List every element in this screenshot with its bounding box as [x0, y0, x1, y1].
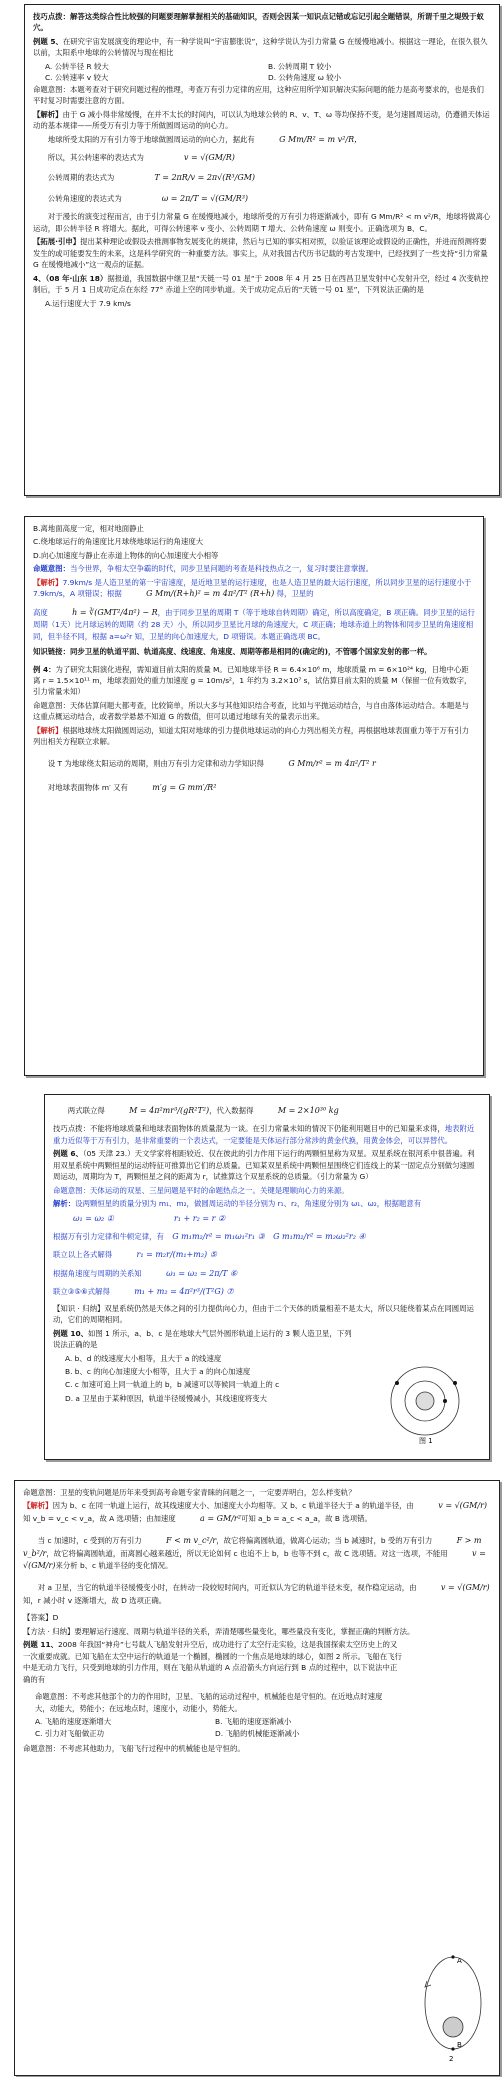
example-11-head: 例题 11、 [23, 1640, 59, 1650]
example-10-option-d: D. a 卫星由于某种原因，轨道半径缓慢减小，其线速度将变大 [65, 1393, 268, 1403]
formula-gravity: m′g = G mm′/R² [152, 783, 217, 793]
derivation-line-1 [33, 134, 491, 146]
figure-2-ellipse-orbit [413, 1951, 493, 2063]
equation-row-5 [53, 1249, 481, 1261]
option-b: B.离地面高度一定，相对地面静止 [33, 524, 144, 533]
example-10 [53, 1328, 353, 1351]
intent-paragraph: 命题意图：天体运动的双星、三星问题是平时的命题热点之一。关键是理顺向心力的来源。 [53, 1185, 349, 1195]
option-d: D. 公转角速度 ω 较小 [268, 73, 342, 83]
tip-paragraph [53, 1123, 481, 1146]
analysis-text-b: 知 v_b = v_c < v_a，故 A 选项错；由加速度 [23, 1513, 176, 1523]
tip-text: 解答这类综合性比较强的问题要理解掌握相关的基础知识，否则会因某一知识点记错或忘记引起全题错误，所谓千里之堤毁于蚁穴。 [33, 12, 484, 33]
knowledge-paragraph: 【知识 · 归纳】双星系统仍然是天体之间的引力提供向心力，但由于二个天体的质量相差不是太大，所以只能绕着某点在同圆周运动，它们的周期相同。 [53, 1303, 474, 1325]
figure-1-orbits [383, 1361, 473, 1445]
formula-2: v = √(GM/R) [183, 153, 235, 163]
option-a: A. 飞船的速度逐渐增大 [35, 1717, 112, 1727]
derivation-period [33, 758, 475, 770]
equation-6: ω₁ = ω₂ = 2π/T ⑥ [166, 1268, 238, 1278]
example-6-text: （05 天津 23.）天文学家将相距较近、仅在彼此的引力作用下运行的两颗恒星称为双星。双星系统在银河系中很普遍。利用双星系统中两颗恒星的运动特征可推算出它们的总质量。已知某双星系统中两颗恒星围绕它们连线上的某一固定点分别做匀速圆周运动，周期均为 T，两颗恒星之间的距离为 r，试推算这个双星系统的总质量。（引力常量为 G） [53, 1149, 475, 1182]
option-d: D.向心加速度与静止在赤道上物体的向心加速度大小相等 [33, 550, 219, 560]
formula-c3: v = √(GM/r) [23, 1548, 486, 1571]
formula-velocity: v = √(GM/r) [438, 1501, 488, 1511]
intent-paragraph [33, 563, 475, 574]
derivation-gravity-text: 对地球表面物体 m′ 又有 [47, 783, 128, 793]
option-c: C. 公转速率 v 较大 [45, 73, 109, 83]
point-a-marker [451, 1955, 454, 1958]
option-c: C. 引力对飞船做正功 [35, 1728, 104, 1738]
analysis-text: 设两颗恒星的质量分别为 m₁、m₂，做圆周运动的半径分别为 r₁、r₂，角速度分别为 ω₁、ω₂，根据题意有 [75, 1199, 422, 1209]
example-10-option-c: C. c 加速可追上同一轨道上的 b，b 减速可以等候同一轨道上的 c [65, 1380, 280, 1390]
equation-row-6 [53, 1268, 481, 1280]
equation-2: r₁ + r₂ = r ② [173, 1213, 226, 1223]
figure-1-label: 图 1 [419, 1437, 433, 1445]
formula-result: M = 2×10³⁰ kg [277, 1106, 339, 1115]
knowledge-head: 知识链接： [33, 647, 70, 657]
figure-2-label: 2 [449, 2055, 454, 2063]
analysis-head: 【解析】 [33, 109, 63, 119]
formula-height: h = ∛(GMT²/4π²) − R [72, 607, 158, 617]
analysis-head: 【解析】 [33, 577, 63, 587]
analysis-c-2: ，故它将偏离圆轨道，做离心运动；当 b 减速时，b 受的万有引力 [216, 1536, 433, 1546]
tip-head: 技巧点拨： [33, 12, 70, 21]
formula-period: G Mm/r² = m 4π²/T² r [288, 758, 376, 768]
analysis-paragraph-a [23, 1500, 491, 1525]
satellite-b-icon [453, 1381, 457, 1385]
extension-paragraph [33, 236, 491, 270]
equation-line-3: 根据万有引力定律和牛顿定律，有 [53, 1232, 164, 1242]
example-5 [33, 36, 491, 59]
intent-text: 当今世界，争相太空争霸的时代，同步卫星问题的考查是科技热点之一，复习时要注意掌握。 [69, 564, 373, 574]
question-4 [33, 273, 491, 296]
page-3 [44, 1094, 490, 1460]
formula-3: T = 2πR/v = 2π√(R³/GM) [154, 173, 256, 183]
derivation-line-2 [33, 152, 491, 164]
result-lead-2: ，代入数据得 [209, 1106, 254, 1115]
analysis-head: 解析： [53, 1199, 76, 1209]
equation-5: r₁ = m₂r/(m₁+m₂) ⑤ [136, 1250, 217, 1260]
intent-paragraph: 命题意图：本题考查对于研究问题过程的推理，考查万有引力定律的应用，这种应用所学知识解决实际问题的能力是高考要求的，也是我们平时复习时需要注意的方面。 [33, 84, 484, 106]
result-lead: 两式联立得 [67, 1106, 105, 1115]
extension-text: 提出某种理论或假设去推测事物发展变化的规律，然后与已知的事实相对照，以验证该理论或假设的正确性，并进而预测将要发生的或可能要发生的未来，这是科学研究的一种重要方法。事实上，从对我国古代历书记载的考古发现中，已经找到了一些支持“引力常量 G 在缓慢地减小”这一观点的证据。 [33, 237, 488, 270]
closing-line: 命题意图：不考虑其他助力，飞船飞行过程中的机械能也是守恒的。 [23, 1743, 245, 1753]
example-4 [33, 664, 475, 698]
satellite-a-icon [443, 1399, 447, 1403]
analysis-c-4: 来分析 b、c 轨道半径的变化情况。 [55, 1561, 173, 1571]
equation-7: m₁ + m₂ = 4π²r³/(T²G) ⑦ [134, 1287, 234, 1297]
example-5-head: 例题 5、 [33, 36, 63, 46]
example-5-options-row-2 [45, 72, 491, 83]
equation-row-1 [73, 1213, 481, 1225]
example-11-text: 2008 年我国“神舟”七号载人飞船发射升空后，成功进行了太空行走实验，这是我国探索太空历史上的又一次重要成就。已知飞船在太空中运行的轨道是一个椭圆，椭圆的一个焦点是地球的球心，如图 2 所示。飞船在飞行中是无动力飞行，只受到地球的引力作用，则在飞船从轨道的 A 点沿箭头方向运行到 B 点的过程中，以下说法中正确的有 [23, 1640, 402, 1684]
extension-head: 【拓展·引申】 [33, 237, 81, 247]
satellite-c-icon [395, 1381, 399, 1385]
tip-highlight: 地表附近重力近似等于万有引力，是非常重要的一个表达式，一定要能是天体运行部分常涉的黄金代换，用黄金体会，可以异替代。 [53, 1124, 475, 1145]
page-2 [24, 516, 484, 1076]
analysis-d-1: 对 a 卫星，当它的轨道半径缓慢变小时，在转动一段较短时间内，可近似认为它的轨道半径未变，视作稳定运动，由 [37, 1583, 417, 1593]
point-b-label: B [457, 2041, 462, 2049]
point-a-label: A [457, 1957, 462, 1965]
intent-head: 命题意图： [33, 564, 70, 574]
analysis-text-c: 可知 a_b = a_c < a_a，故 B 选项错。 [240, 1513, 372, 1523]
example-10-head: 例题 10、 [53, 1328, 89, 1338]
question-4-head: 4、（08 年·山东 18） [33, 273, 108, 283]
equation-1: ω₁ = ω₂ ① [73, 1213, 114, 1223]
analysis-text: 由于 G 减小得非常缓慢，在并不太长的时间内，可以认为地球公转的 R、v、T、ω 等均保持不变，是匀速圆周运动，仍遵循天体运动的基本规律——所受万有引力等于所做圆周运动的向心力。 [33, 109, 490, 131]
derivation-text-3: 公转周期的表达式为 [47, 173, 115, 183]
equation-4: G m₁m₂/r² = m₂ω₂²r₂ ④ [273, 1232, 366, 1242]
analysis-paragraph-b [33, 607, 475, 642]
example-11-options-row-2 [35, 1728, 395, 1739]
formula-4: ω = 2π/T = √(GM/R³) [161, 193, 249, 203]
option-d: D. 飞船的机械能逐渐减小 [215, 1728, 300, 1738]
analysis-text-2: 根据地球绕太阳做圆周运动，知道太阳对地球的引力提供地球运动的向心力列出相关方程，再根据地球表面重力等于万有引力列出相关方程联立求解。 [33, 725, 470, 747]
analysis-paragraph-2 [33, 725, 475, 748]
analysis-text-c: 高度 [33, 607, 48, 617]
example-11 [23, 1639, 403, 1685]
formula-gravitation: G Mm/(R+h)² = m 4π²/T² (R+h) [146, 589, 275, 599]
analysis-d-2: 知，r 减小时 v 逐渐增大，故 D 选项正确。 [23, 1595, 167, 1605]
answer-line: 【答案】D [23, 1613, 59, 1623]
equation-row-2 [53, 1231, 481, 1243]
formula-1: G Mm/R² = m v²/R， [279, 134, 363, 144]
example-10-text: 如图 1 所示，a、b、c 是在地球大气层外圆形轨道上运行的 3 颗人造卫星，下列说法正确的是 [53, 1328, 352, 1350]
earth-icon [416, 1392, 434, 1410]
intent-paragraph: 命题意图：卫星的变轨问题是历年来受到高考命题专家青睐的问题之一，一定要弄明白，怎么样变轨？ [23, 1488, 356, 1497]
question-4-text: 据报道，我国数据中继卫星“天链一号 01 星”于 2008 年 4 月 25 日在西昌卫星发射中心发射升空，经过 4 次变轨控制后，于 5 月 1 日成功定点在东经 77° 赤道上空的同步轨道。关于成功定点后的“天链一号 01 星”，下列说法正确的是 [33, 273, 489, 295]
earth-icon [443, 2017, 463, 2037]
equation-3: G m₁m₂/r² = m₁ω₁²r₁ ③ [172, 1232, 265, 1242]
result-line [53, 1105, 481, 1117]
page-1 [24, 4, 500, 496]
tip-paragraph [33, 11, 491, 34]
equation-line-5: 联立以上各式解得 [53, 1250, 113, 1260]
example-10-option-b: B. b、c 的向心加速度大小相等，且大于 a 的向心加速度 [65, 1366, 251, 1376]
derivation-gravity [33, 782, 475, 794]
option-b: B. 飞船的速度逐渐减小 [215, 1717, 292, 1727]
question-4-option-a: A.运行速度大于 7.9 km/s [45, 298, 131, 308]
derivation-text-2: 所以，其公转速率的表达式为 [47, 153, 144, 163]
analysis-head: 【解析】 [23, 1501, 53, 1511]
analysis-text-a: 因为 b、c 在同一轨道上运行，故其线速度大小、加速度大小均相等。又 b、c 轨道半径大于 a 的轨道半径，由 [52, 1501, 414, 1511]
formula-c1: F < m v_c²/r [166, 1536, 217, 1546]
equation-row-7 [53, 1286, 481, 1298]
example-11-options-row-1 [35, 1716, 395, 1727]
example-6 [53, 1148, 481, 1182]
example-5-options-row-1 [45, 61, 491, 72]
analysis-paragraph [53, 1198, 481, 1209]
analysis-text-b: 得，卫星的 [276, 589, 314, 599]
analysis-paragraph-a [33, 577, 475, 601]
analysis-text-a: 7.9km/s 是人造卫星的第一宇宙速度，是近地卫星的运行速度，也是人造卫星的最大运行速度，所以同步卫星的运行速度小于 7.9km/s，A 项错误；根据 [33, 577, 472, 599]
derivation-line-4 [33, 193, 491, 205]
formula-acceleration: a = GM/r² [200, 1513, 241, 1523]
analysis-paragraph-d [23, 1582, 491, 1606]
option-a: A. 公转半径 R 较大 [45, 61, 109, 71]
page-4 [14, 1480, 500, 2076]
formula-c2: F > m v_b²/r [23, 1536, 482, 1558]
equation-line-7: 联立③⑤⑥式解得 [53, 1287, 110, 1297]
method-paragraph: 【方法 · 归纳】要理解运行速度、周期与轨道半径的关系，弄清楚哪些量变化，哪些量没有变化，掌握正确的判断方法。 [23, 1626, 415, 1636]
derivation-period-text: 设 T 为地球绕太阳运动的周期，则由万有引力定律和动力学知识得 [47, 758, 264, 768]
tip-text: 技巧点拨：不能将地球质量和地球表面物体的质量混为一谈。在引力常量未知的情况下仍能利用题目中的已知量来求得， [53, 1124, 445, 1134]
example-4-head: 例 4： [33, 664, 56, 674]
conclusion-paragraph: 对于漫长的演变过程而言，由于引力常量 G 在缓慢地减小，地球所受的万有引力将逐渐减小，即有 G Mm/R² < m v²/R，地球将做离心运动，即公转半径 R 将增大。据此，可得公转速率 v 变小、公转周期 T 增大、公转角速度 ω 则变小。正确选项为 B、C。 [33, 212, 491, 233]
formula-mass: M = 4π²mr³/(gR²T²) [129, 1106, 210, 1115]
formula-d: v = √(GM/r) [440, 1583, 490, 1593]
example-6-head: 例题 6、 [53, 1149, 83, 1159]
analysis-c-1: 当 c 加速时，c 受到的万有引力 [37, 1536, 142, 1546]
intent-paragraph-2: 命题意图：天体估算问题大都考查，比较简单，所以大多与其他知识结合考查，比如与平抛运动结合，与自由落体运动结合。本题是与这重点概运动结合，或者数学悬悬不知道 G 的数值，但可以通过地球有关的量表示出来。 [33, 700, 470, 722]
derivation-text-1: 地球所受太阳的万有引力等于地球做圆周运动的向心力，据此有 [47, 134, 255, 144]
analysis-head-2: 【解析】 [33, 725, 63, 735]
option-b: B. 公转周期 T 较小 [268, 61, 332, 71]
intent-paragraph-2: 命题意图：不考虑其他部个的力的作用时，卫星、飞船的运动过程中，机械能也是守恒的。在近地点时速度大，动能大，势能小；在远地点时，速度小，动能小，势能大。 [35, 1692, 383, 1713]
derivation-line-3 [33, 172, 491, 184]
analysis-text-d: ，由于同步卫星的周期 T（等于地球自转周期）确定，所以高度确定，B 项正确。同步卫星的运行周期（1天）比月球运转的周期（约 28 天）小，所以同步卫星比月球的角速度大，C 项正确；地球赤道上的物体和同步卫星的角速度相同，但半径不同，根据 a=ω²r 知，卫星的向心加速度大，D 项错误。本题正确选项 BC。 [33, 607, 475, 641]
analysis-paragraph [33, 109, 491, 132]
analysis-c-3: ，故它将偏离圆轨道，而离圆心越来越近，所以无论如何 c 也追不上 b，b 也等不到 c，故 C 选项错。对这一选项，不能用 [46, 1548, 448, 1558]
example-4-text: 为了研究太阳演化进程，需知道目前太阳的质量 M。已知地球半径 R = 6.4×10⁶ m，地球质量 m = 6×10²⁴ kg，日地中心距离 r = 1.5×10¹¹ m，地球表面处的重力加速度 g = 10m/s²，1 年约为 3.2×10⁷ s，试估算目前太阳的质量 M（保留一位有效数字，引力常量未知） [33, 664, 472, 697]
knowledge-text: 同步卫星的轨道平面、轨道高度、线速度、角速度、周期等都是相同的(确定的)，不管哪个国家发射的都一样。 [69, 647, 432, 657]
equation-line-6: 根据角速度与周期的关系知 [53, 1268, 142, 1278]
example-5-text: 在研究宇宙发展演变的理论中，有一种学说叫“宇宙膨胀说”，这种学说认为引力常量 G 在缓慢地减小。根据这一理论，在很久很久以前，太阳系中地球的公转情况与现在相比 [33, 36, 488, 58]
option-c: C.绕地球运行的角速度比月球绕地球运行的角速度大 [33, 537, 204, 547]
knowledge-paragraph [33, 646, 475, 657]
derivation-text-4: 公转角速度的表达式为 [47, 193, 122, 203]
analysis-paragraph-c [23, 1535, 491, 1572]
point-b-marker [451, 2047, 454, 2050]
example-10-option-a: A. b、d 的线速度大小相等，且大于 a 的线速度 [65, 1353, 222, 1363]
